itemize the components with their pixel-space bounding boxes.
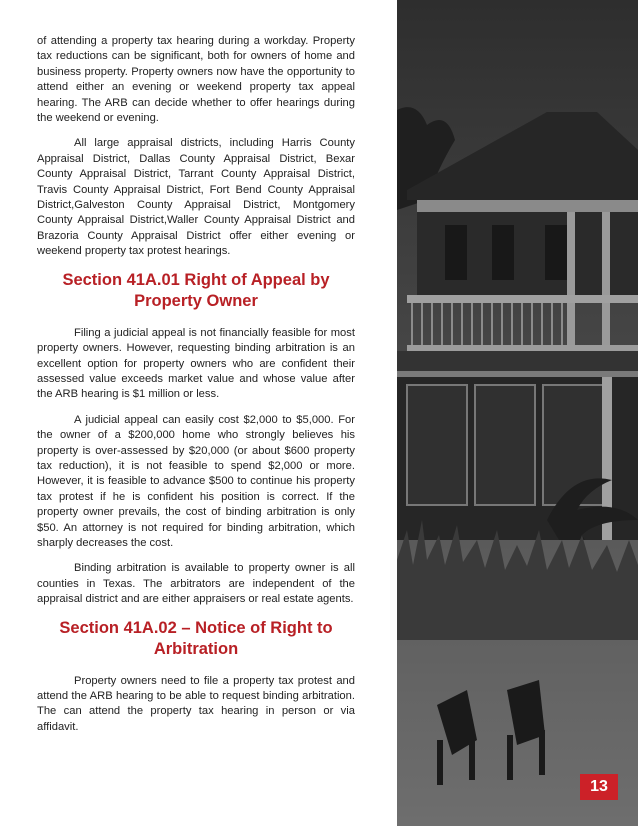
house-photo [397,0,638,826]
text-column [37,34,355,735]
house-photo-illustration [397,0,638,826]
paragraph-judicial-appeal: Filing a judicial appeal is not financially feasible for most property owners. However, requesting binding arbitration is an excellent option for property owners who are confident their assessed value exceeds market value and whose value after the ARB hearing is $1 million or less. [37,326,355,401]
paragraph-appeal-cost: A judicial appeal can easily cost $2,000 to $5,000. For the owner of a $200,000 home who strongly believes his property is over-assessed by $20,000 (or about $600 property tax reduction), it is not feasible to spend $2,000 or more. However, it is feasible to advance $500 to continue his property tax protest if he is confident his position is correct. If the property owner prevails, the cost of binding arbitration is only $50. An attorney is not required for binding arbitration, which sharply decreases the cost. [37,413,355,549]
paragraph-appraisal-districts: All large appraisal districts, including Harris County Appraisal District, Dallas County Appraisal District, Bexar County Appraisal District, Tarrant County Appraisal District, Travis County Appraisal District, Fort Bend County Appraisal District,Galveston County Appraisal District, Montgomery County Appraisal District,Waller County Appraisal District and Brazoria County Appraisal District offer either evening or weekend property tax protest hearings. [37,137,355,258]
section-41a02-heading: Section 41A.02 – Notice of Right to Arbitration [59,618,333,658]
paragraph-arbitration-availability: Binding arbitration is available to property owner is all counties in Texas. The arbitrators are independent of the appraisal district and are either appraisers or real estate agents. [37,562,355,606]
page-number-badge: 13 [580,774,618,800]
paragraph-intro-continued: of attending a property tax hearing during a workday. Property tax reductions can be significant, both for owners of home and business property. Property owners now have the opportunity to attend either an evening or weekend property tax appeal hearing. The ARB can decide whether to offer hearings during the weekend or evening. [37,35,355,125]
paragraph-notice-of-right: Property owners need to file a property tax protest and attend the ARB hearing to be able to request binding arbitration. The can attend the property tax hearing in person or via affidavit. [37,674,355,733]
section-41a01-heading: Section 41A.01 Right of Appeal by Property Owner [62,270,330,310]
